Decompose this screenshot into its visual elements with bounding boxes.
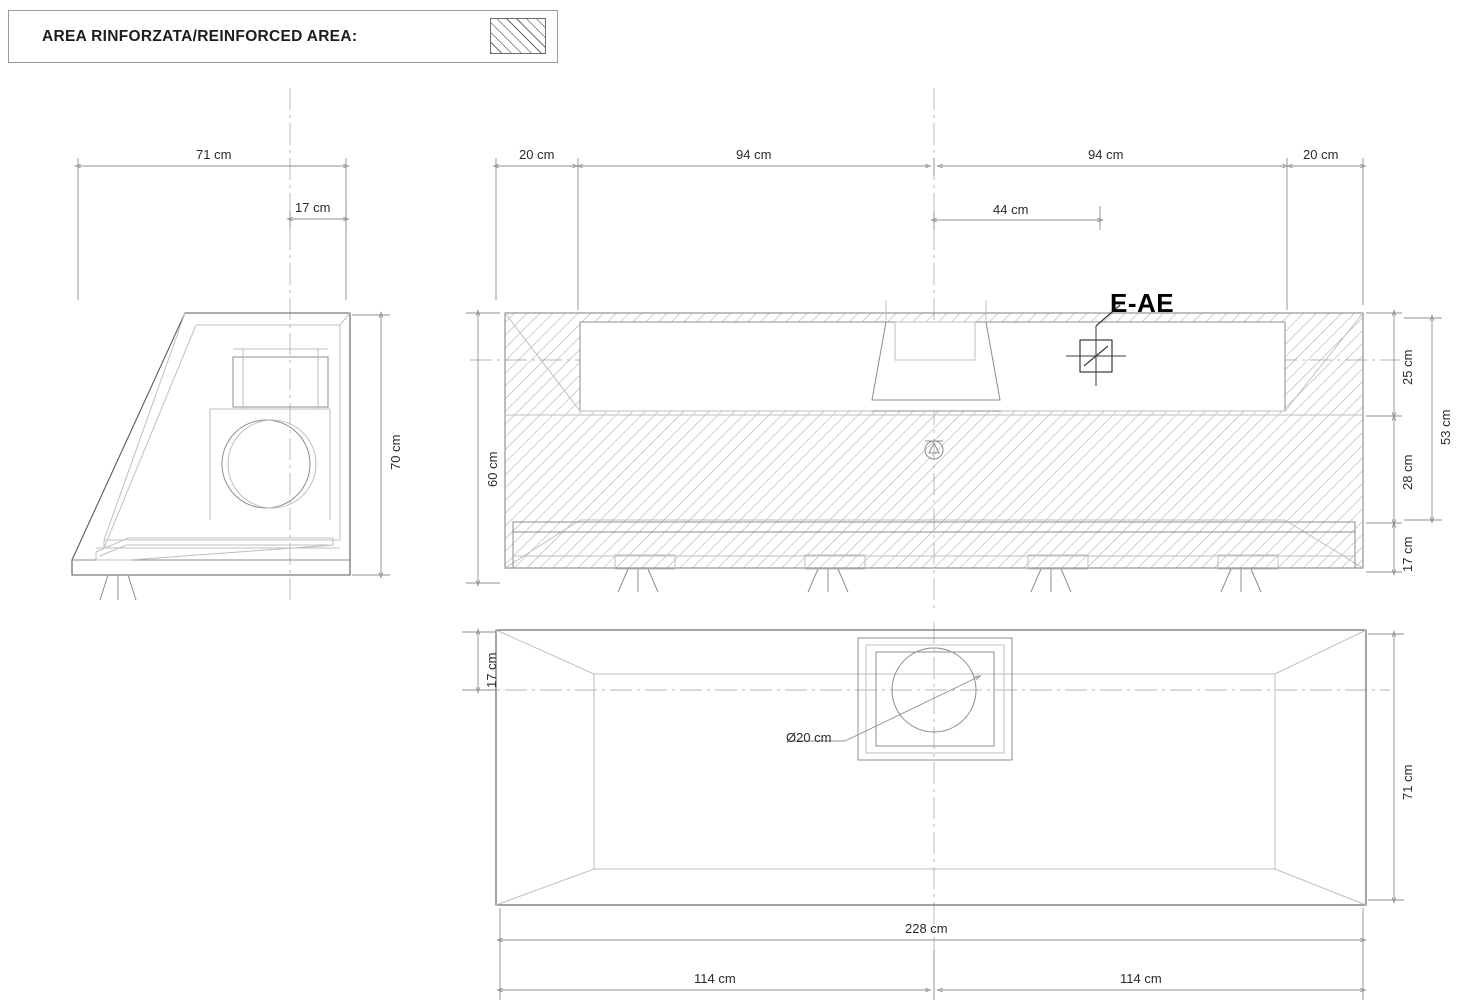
dim-front-upper-band: 25 cm xyxy=(1400,349,1415,385)
dim-side-height: 70 cm xyxy=(388,434,403,470)
dim-plan-half-right: 114 cm xyxy=(1120,971,1162,986)
dim-plan-depth: 71 cm xyxy=(1400,764,1415,800)
dim-front-duct-offset: 44 cm xyxy=(993,202,1029,217)
dim-front-right-span: 94 cm xyxy=(1088,147,1124,162)
dim-front-mid-band: 28 cm xyxy=(1400,454,1415,490)
dim-front-lower-band: 17 cm xyxy=(1400,536,1415,572)
dim-front-right-margin: 20 cm xyxy=(1303,147,1339,162)
dim-side-duct-offset: 17 cm xyxy=(295,200,331,215)
dim-front-left-margin: 20 cm xyxy=(519,147,555,162)
dim-duct-diameter: Ø20 cm xyxy=(786,730,832,745)
dim-front-left-span: 94 cm xyxy=(736,147,772,162)
dim-plan-top-offset: 17 cm xyxy=(484,652,499,688)
dim-plan-half-left: 114 cm xyxy=(694,971,736,986)
outlet-label-e-ae: E-AE xyxy=(1110,288,1175,318)
legend-label: AREA RINFORZATA/REINFORCED AREA: xyxy=(42,28,358,45)
dim-front-right-total: 53 cm xyxy=(1438,409,1453,445)
dim-front-body-height: 60 cm xyxy=(485,451,500,487)
dim-plan-total-width: 228 cm xyxy=(905,921,948,936)
dim-side-width: 71 cm xyxy=(196,147,232,162)
